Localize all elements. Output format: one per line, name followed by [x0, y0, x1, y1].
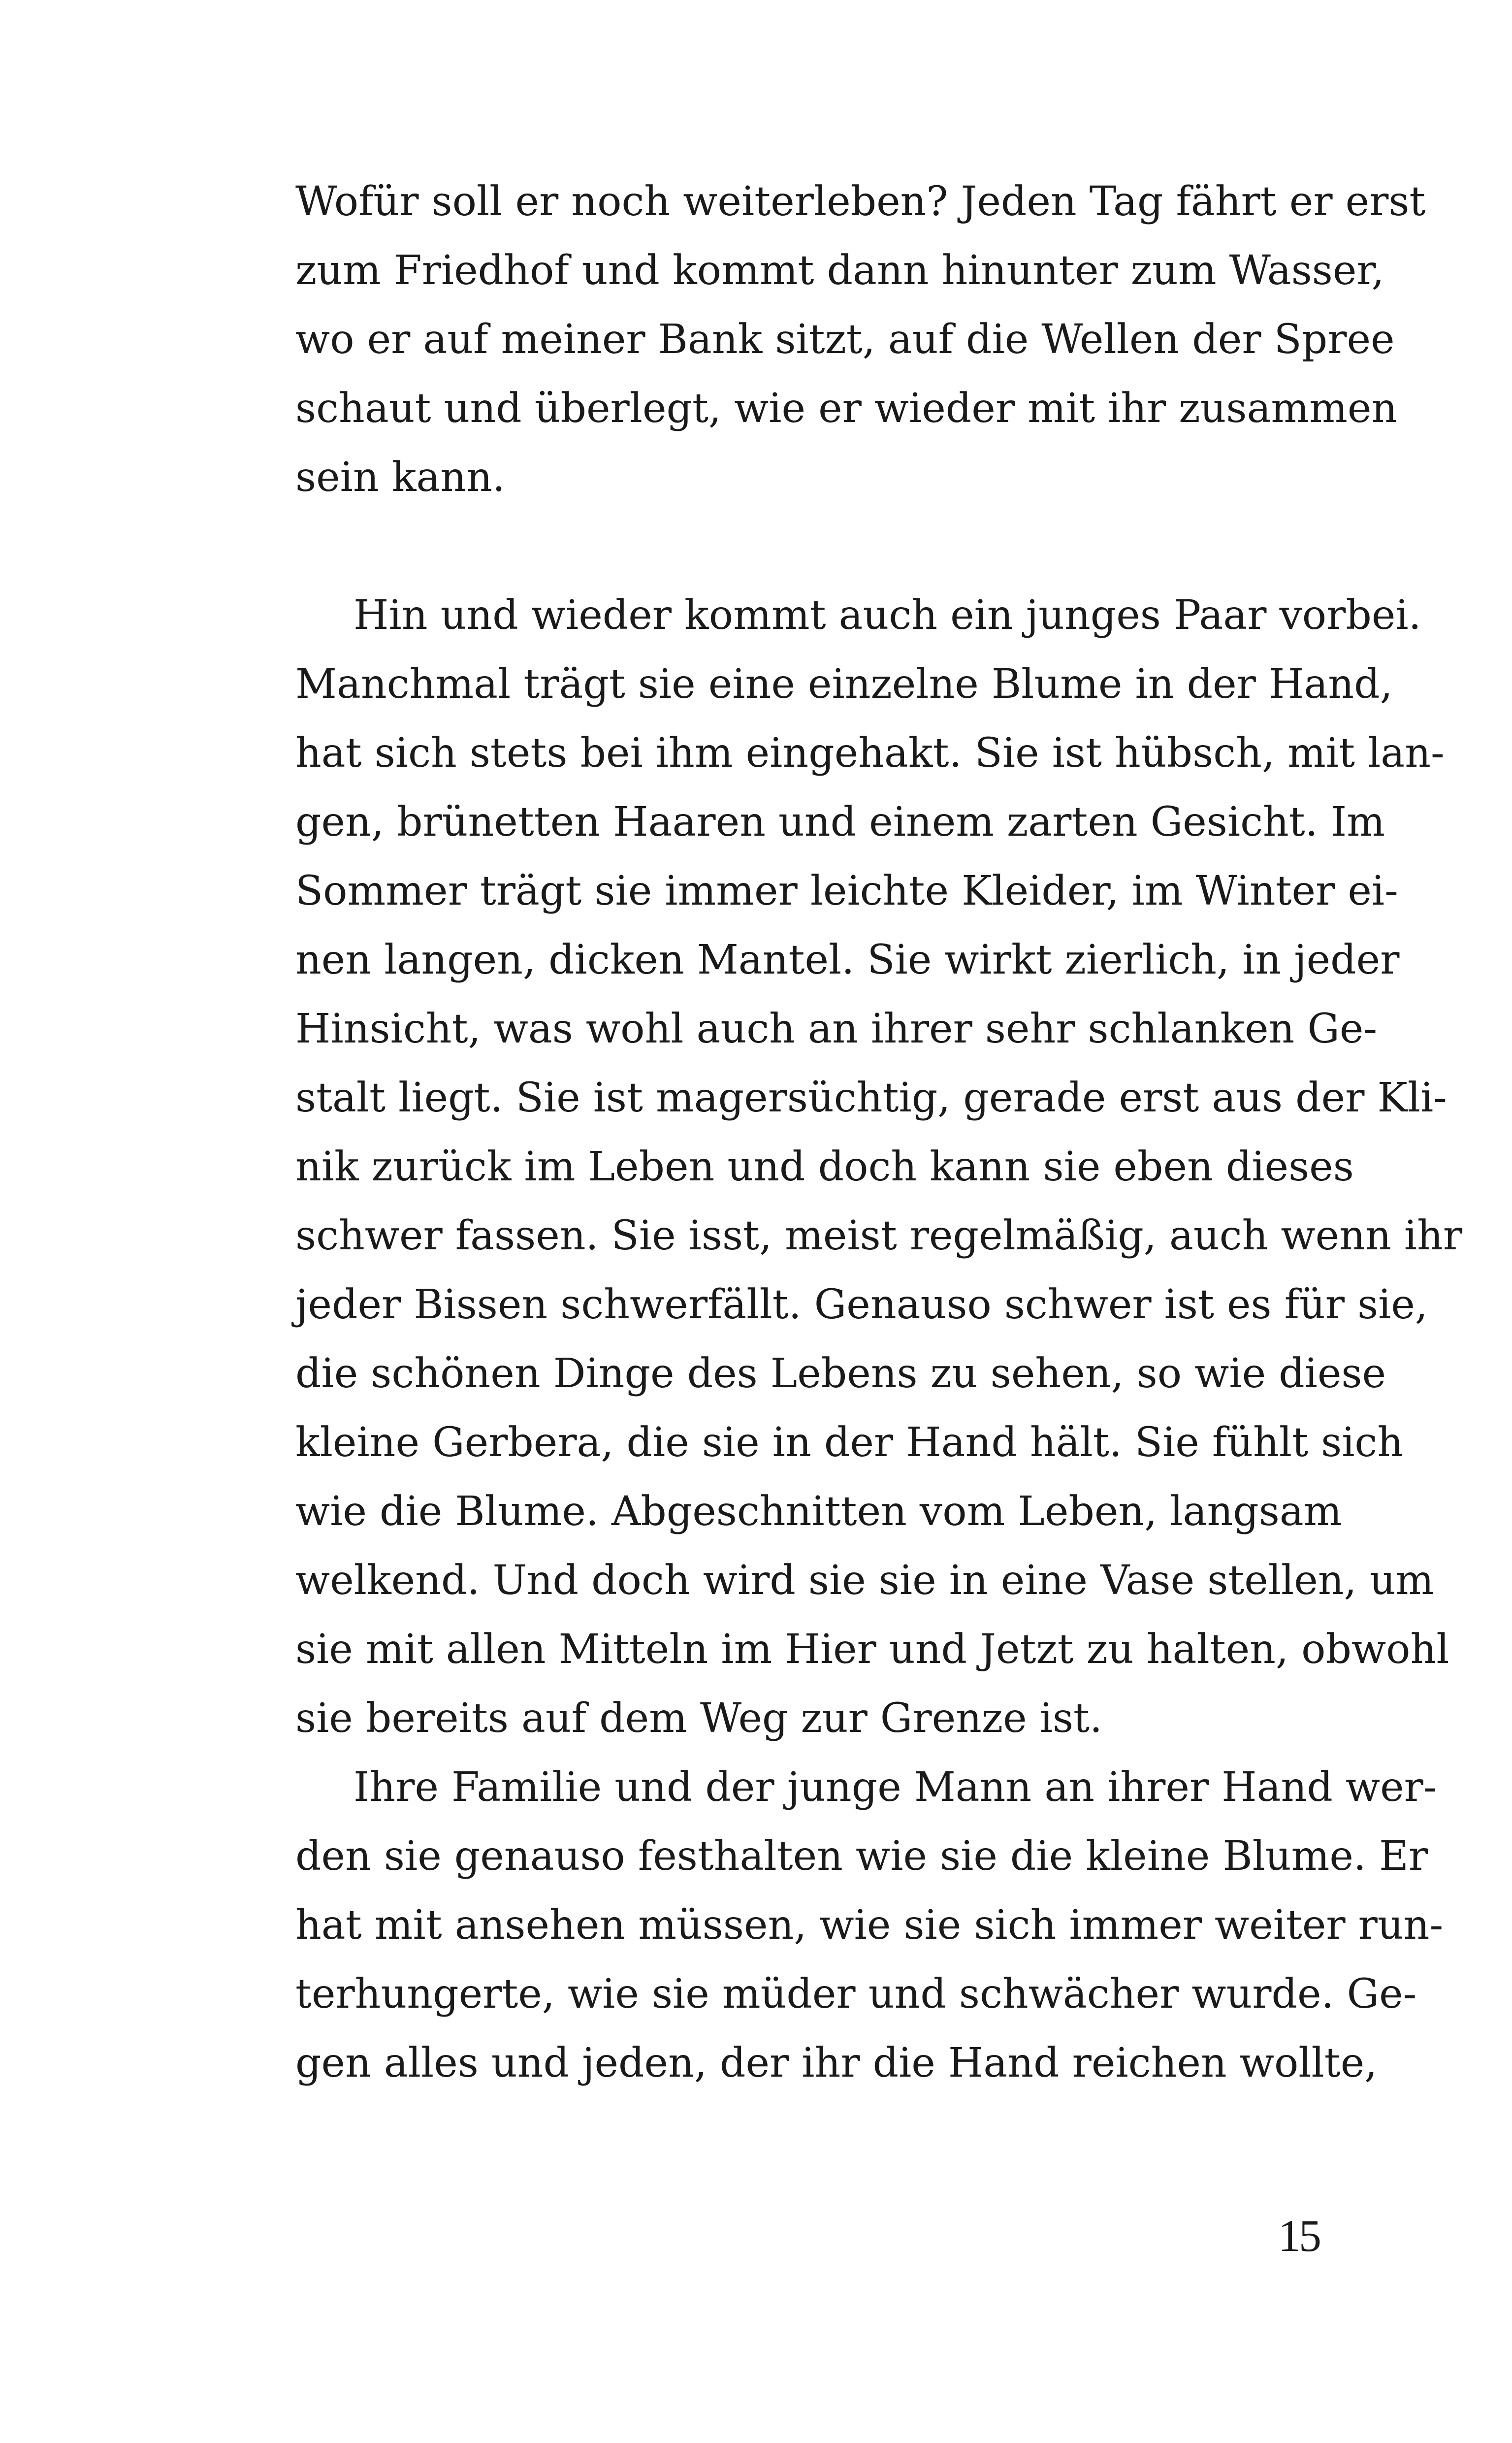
text-line: Manchmal trägt sie eine einzelne Blume in der Hand,	[295, 661, 1393, 708]
text-line: Hinsicht, was wohl auch an ihrer sehr schlanken Ge-	[295, 1006, 1378, 1052]
text-line: hat sich stets bei ihm eingehakt. Sie ist hübsch, mit lan-	[295, 730, 1445, 777]
text-line: den sie genauso festhalten wie sie die kleine Blume. Er	[295, 1833, 1428, 1880]
text-line: die schönen Dinge des Lebens zu sehen, so wie diese	[295, 1350, 1386, 1397]
text-line: welkend. Und doch wird sie sie in eine Vase stellen, um	[295, 1557, 1434, 1604]
text-line: zum Friedhof und kommt dann hinunter zum Wasser,	[295, 247, 1384, 294]
text-line: hat mit ansehen müssen, wie sie sich immer weiter run-	[295, 1902, 1444, 1949]
text-line: gen alles und jeden, der ihr die Hand reichen wollte,	[295, 2040, 1378, 2086]
text-line: wie die Blume. Abgeschnitten vom Leben, langsam	[295, 1488, 1342, 1535]
text-line: jeder Bissen schwerfällt. Genauso schwer ist es für sie,	[295, 1281, 1428, 1328]
text-line: Hin und wieder kommt auch ein junges Paar vorbei.	[354, 592, 1421, 639]
text-line: Wofür soll er noch weiterleben? Jeden Tag fährt er erst	[295, 178, 1426, 225]
text-line: stalt liegt. Sie ist magersüchtig, gerade erst aus der Kli-	[295, 1075, 1447, 1121]
text-line: sie mit allen Mitteln im Hier und Jetzt zu halten, obwohl	[295, 1626, 1449, 1673]
text-line: schaut und überlegt, wie er wieder mit ihr zusammen	[295, 385, 1398, 432]
text-line: nen langen, dicken Mantel. Sie wirkt zierlich, in jeder	[295, 937, 1400, 983]
text-line: kleine Gerbera, die sie in der Hand hält. Sie fühlt sich	[295, 1419, 1404, 1466]
text-line: nik zurück im Leben und doch kann sie eben dieses	[295, 1143, 1354, 1190]
text-line: wo er auf meiner Bank sitzt, auf die Wellen der Spree	[295, 316, 1395, 363]
text-line: sein kann.	[295, 454, 505, 501]
text-line: terhungerte, wie sie müder und schwächer wurde. Ge-	[295, 1971, 1417, 2018]
text-line: Sommer trägt sie immer leichte Kleider, im Winter ei-	[295, 868, 1398, 914]
text-line: schwer fassen. Sie isst, meist regelmäßig, auch wenn ihr	[295, 1212, 1463, 1259]
text-line: gen, brünetten Haaren und einem zarten Gesicht. Im	[295, 799, 1385, 846]
text-line: sie bereits auf dem Weg zur Grenze ist.	[295, 1695, 1103, 1742]
text-line: Ihre Familie und der junge Mann an ihrer Hand wer-	[354, 1764, 1437, 1811]
page-number: 15	[1278, 2211, 1319, 2261]
